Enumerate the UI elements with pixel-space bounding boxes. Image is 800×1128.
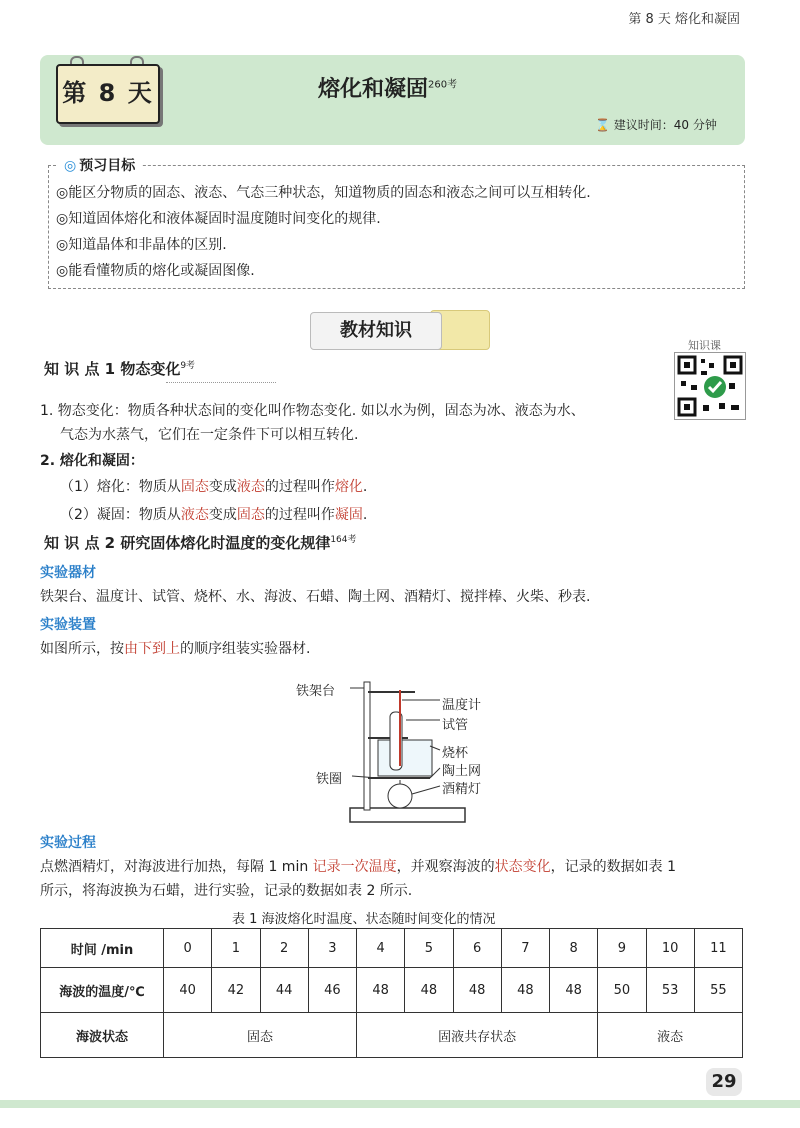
- label-thermometer: 温度计: [442, 698, 482, 713]
- process-text-2: 所示，将海波换为石蜡，进行实验，记录的数据如表 2 所示.: [40, 883, 413, 899]
- table-cell: 46: [308, 968, 356, 1013]
- table-row: [41, 929, 743, 968]
- subheading: 2. 熔化和凝固：: [40, 453, 144, 469]
- knowledge-point-2: 知 识 点 2 研究固体熔化时温度的变化规律$^{164考}$: [44, 534, 357, 552]
- table-cell: 4: [357, 929, 405, 968]
- table-cell: 48: [357, 968, 405, 1013]
- table-header-cell: 海波状态: [41, 1013, 164, 1058]
- paragraph: 1. 物态变化：物质各种状态间的变化叫作物态变化. 如以水为例，固态为冰、液态为水、: [40, 403, 585, 419]
- day-label: 第 8 天: [62, 79, 154, 107]
- page-title: 熔化和凝固$^{260考}$: [318, 77, 458, 102]
- setup-text: 如图所示，按由下到上的顺序组装实验器材.: [40, 641, 311, 657]
- process-text: 点燃酒精灯，对海波进行加热，每隔 1 min 记录一次温度，并观察海波的状态变化，记录的数据如表 1: [40, 859, 677, 875]
- title-exam-count: 260考: [428, 79, 458, 91]
- table-cell: 7: [501, 929, 549, 968]
- divider: [166, 382, 276, 383]
- table-cell: 2: [260, 929, 308, 968]
- freezing-definition: （2）凝固：物质从液态变成固态的过程叫作凝固.: [60, 507, 368, 523]
- table-cell: 40: [164, 968, 212, 1013]
- setup-title: 实验装置: [40, 617, 96, 633]
- knowledge-point-1: 知 识 点 1 物态变化$^{9考}$: [44, 360, 196, 378]
- label-iron-ring: 铁圈: [316, 772, 343, 787]
- running-header: 第 8 天 熔化和凝固: [628, 12, 740, 27]
- footer-bar: [0, 1100, 800, 1108]
- qr-code[interactable]: [674, 352, 746, 420]
- label-test-tube: 试管: [442, 718, 469, 733]
- goal-item: ◎知道晶体和非晶体的区别.: [56, 237, 227, 253]
- table-cell: 3: [308, 929, 356, 968]
- paragraph: 气态为水蒸气，它们在一定条件下可以相互转化.: [60, 427, 359, 443]
- table-cell: 0: [164, 929, 212, 968]
- table-cell: 48: [453, 968, 501, 1013]
- equipment-title: 实验器材: [40, 565, 96, 581]
- table-cell: 11: [694, 929, 742, 968]
- table-cell: 10: [646, 929, 694, 968]
- table-header-cell: 时间 /min: [41, 929, 164, 968]
- hourglass-icon: ⌛: [595, 118, 610, 132]
- page-number: 29: [706, 1068, 742, 1096]
- process-title: 实验过程: [40, 835, 96, 851]
- table-cell: 5: [405, 929, 453, 968]
- day-tag: [56, 64, 160, 124]
- table-cell: 8: [550, 929, 598, 968]
- label-gauze: 陶土网: [442, 764, 482, 779]
- table-cell: 6: [453, 929, 501, 968]
- table-cell: 48: [501, 968, 549, 1013]
- table-cell: 44: [260, 968, 308, 1013]
- table-cell: 55: [694, 968, 742, 1013]
- table-cell: 53: [646, 968, 694, 1013]
- table-row: [41, 968, 743, 1013]
- table-cell: 42: [212, 968, 260, 1013]
- table-cell: 固态: [164, 1013, 357, 1058]
- equipment-list: 铁架台、温度计、试管、烧杯、水、海波、石蜡、陶土网、酒精灯、搅拌棒、火柴、秒表.: [40, 589, 591, 605]
- table-row: [41, 1013, 743, 1058]
- melting-definition: （1）熔化：物质从固态变成液态的过程叫作熔化.: [60, 479, 368, 495]
- table-header-cell: 海波的温度/℃: [41, 968, 164, 1013]
- section-title: 教材知识: [310, 312, 442, 350]
- table-caption: 表 1 海波熔化时温度、状态随时间变化的情况: [232, 912, 496, 927]
- table-cell: 48: [550, 968, 598, 1013]
- goal-item: ◎能看懂物质的熔化或凝固图像.: [56, 263, 255, 279]
- table-cell: 50: [598, 968, 646, 1013]
- label-alcohol-lamp: 酒精灯: [442, 782, 482, 797]
- label-beaker: 烧杯: [442, 746, 469, 761]
- goals-title: ◎ 预习目标: [58, 155, 141, 175]
- table-cell: 9: [598, 929, 646, 968]
- data-table: [40, 928, 743, 1058]
- goal-item: ◎能区分物质的固态、液态、气态三种状态，知道物质的固态和液态之间可以互相转化.: [56, 185, 591, 201]
- target-icon: ◎: [64, 158, 77, 174]
- table-cell: 48: [405, 968, 453, 1013]
- suggested-time: ⌛ 建议时间：40 分钟: [595, 118, 717, 132]
- label-iron-stand: 铁架台: [296, 684, 336, 699]
- table-cell: 1: [212, 929, 260, 968]
- qr-label: 知识课: [688, 339, 721, 352]
- goal-item: ◎知道固体熔化和液体凝固时温度随时间变化的规律.: [56, 211, 381, 227]
- table-cell: 固液共存状态: [357, 1013, 598, 1058]
- table-cell: 液态: [598, 1013, 743, 1058]
